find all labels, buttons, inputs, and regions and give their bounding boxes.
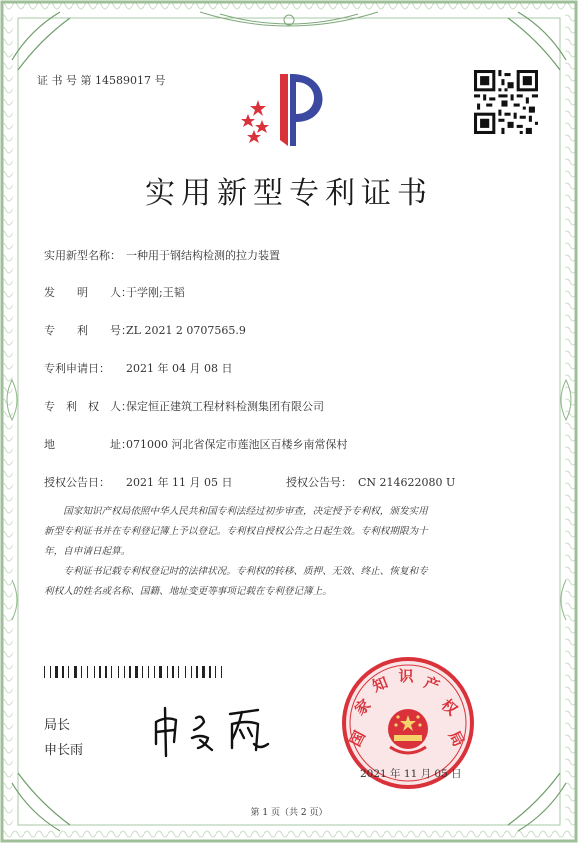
barcode-bar bbox=[111, 666, 112, 678]
barcode-bar bbox=[99, 666, 101, 678]
barcode-bar bbox=[178, 666, 179, 678]
handwritten-signature bbox=[148, 700, 288, 760]
barcode-bar bbox=[202, 666, 205, 678]
barcode-bar bbox=[135, 666, 138, 678]
barcode-bar bbox=[215, 666, 216, 678]
paragraph-line: 新型专利证书并在专利登记簿上予以登记。专利权自授权公告之日起生效。专利权期限为十 bbox=[44, 526, 428, 537]
paragraph-legal-status bbox=[44, 562, 524, 602]
barcode-bar bbox=[159, 666, 162, 678]
barcode-bar bbox=[196, 666, 198, 678]
barcode-bar bbox=[105, 666, 107, 678]
certificate-title: 实用新型专利证书 bbox=[145, 176, 433, 211]
field-grant-number bbox=[286, 474, 455, 490]
qr-code bbox=[474, 70, 538, 134]
field-application-date bbox=[44, 360, 232, 376]
barcode-bar bbox=[55, 666, 58, 678]
barcode-bar bbox=[74, 666, 77, 678]
app-date-value: 2021 年 04 月 08 日 bbox=[126, 362, 233, 375]
patent-no-value: ZL 2021 2 0707565.9 bbox=[126, 324, 246, 337]
barcode-bar bbox=[50, 666, 51, 678]
field-patent-holder bbox=[44, 398, 324, 414]
page-number: 第 1 页（共 2 页） bbox=[250, 808, 328, 818]
barcode-bar bbox=[185, 666, 186, 678]
patent-office-logo bbox=[240, 70, 340, 148]
grant-no-value: CN 214622080 U bbox=[358, 476, 456, 489]
holder-label: 专 利 权 人： bbox=[44, 400, 132, 413]
barcode-bar bbox=[68, 666, 69, 678]
holder-value: 保定恒正建筑工程材料检测集团有限公司 bbox=[126, 400, 324, 413]
grant-date-value: 2021 年 11 月 05 日 bbox=[126, 476, 233, 489]
field-address bbox=[44, 436, 348, 452]
name-value: 一种用于钢结构检测的拉力装置 bbox=[126, 249, 280, 262]
barcode-bar bbox=[124, 666, 125, 678]
inventor-value: 于学刚;王韬 bbox=[126, 286, 185, 299]
paragraph-line: 年，自申请日起算。 bbox=[44, 546, 131, 557]
barcode-bar bbox=[191, 666, 192, 678]
barcode-bar bbox=[148, 666, 149, 678]
barcode-bar bbox=[129, 666, 131, 678]
barcode-bar bbox=[94, 666, 95, 678]
barcode-bar bbox=[172, 666, 174, 678]
certificate-number: 证 书 号 第 14589017 号 bbox=[37, 74, 166, 87]
barcode-bar bbox=[44, 666, 45, 678]
grant-no-label: 授权公告号： bbox=[286, 476, 352, 489]
barcode-bar bbox=[167, 666, 168, 678]
svg-text:知: 知 bbox=[369, 673, 391, 696]
barcode-bar bbox=[142, 666, 143, 678]
barcode bbox=[44, 666, 254, 678]
barcode-bar bbox=[81, 666, 82, 678]
paragraph-line: 国家知识产权局依照中华人民共和国专利法经过初步审查，决定授予专利权，颁发实用 bbox=[63, 506, 428, 517]
field-inventor bbox=[44, 284, 185, 300]
field-patent-number bbox=[44, 322, 246, 338]
patent-no-label: 专 利 号： bbox=[44, 324, 132, 337]
svg-text:产: 产 bbox=[421, 673, 443, 696]
paragraph-grant bbox=[44, 502, 524, 562]
paragraph-line: 利权人的姓名或名称、国籍、地址变更等事项记载在专利登记簿上。 bbox=[44, 586, 332, 597]
barcode-bar bbox=[154, 666, 155, 678]
svg-text:家: 家 bbox=[351, 695, 375, 719]
svg-text:识: 识 bbox=[398, 667, 414, 685]
address-value: 071000 河北省保定市莲池区百楼乡南常保村 bbox=[126, 438, 348, 451]
svg-text:权: 权 bbox=[437, 695, 461, 719]
address-label: 地 址： bbox=[44, 438, 132, 451]
name-label: 实用新型名称： bbox=[44, 249, 121, 262]
seal-date: 2021 年 11 月 05 日 bbox=[360, 768, 462, 780]
barcode-bar bbox=[87, 666, 88, 678]
barcode-bar bbox=[209, 666, 211, 678]
field-utility-model-name bbox=[44, 247, 280, 263]
barcode-bar bbox=[221, 666, 222, 678]
barcode-bar bbox=[118, 666, 119, 678]
app-date-label: 专利申请日： bbox=[44, 362, 110, 375]
paragraph-line: 专利证书记载专利权登记时的法律状况。专利权的转移、质押、无效、终止、恢复和专 bbox=[63, 566, 428, 577]
inventor-label: 发 明 人： bbox=[44, 286, 132, 299]
field-grant-date bbox=[44, 474, 232, 490]
signatory-name: 申长雨 bbox=[44, 743, 84, 758]
signatory-title: 局长 bbox=[44, 718, 71, 733]
barcode-bar bbox=[62, 666, 64, 678]
svg-text:国: 国 bbox=[346, 727, 370, 750]
svg-text:局: 局 bbox=[444, 727, 468, 750]
grant-date-label: 授权公告日： bbox=[44, 476, 110, 489]
